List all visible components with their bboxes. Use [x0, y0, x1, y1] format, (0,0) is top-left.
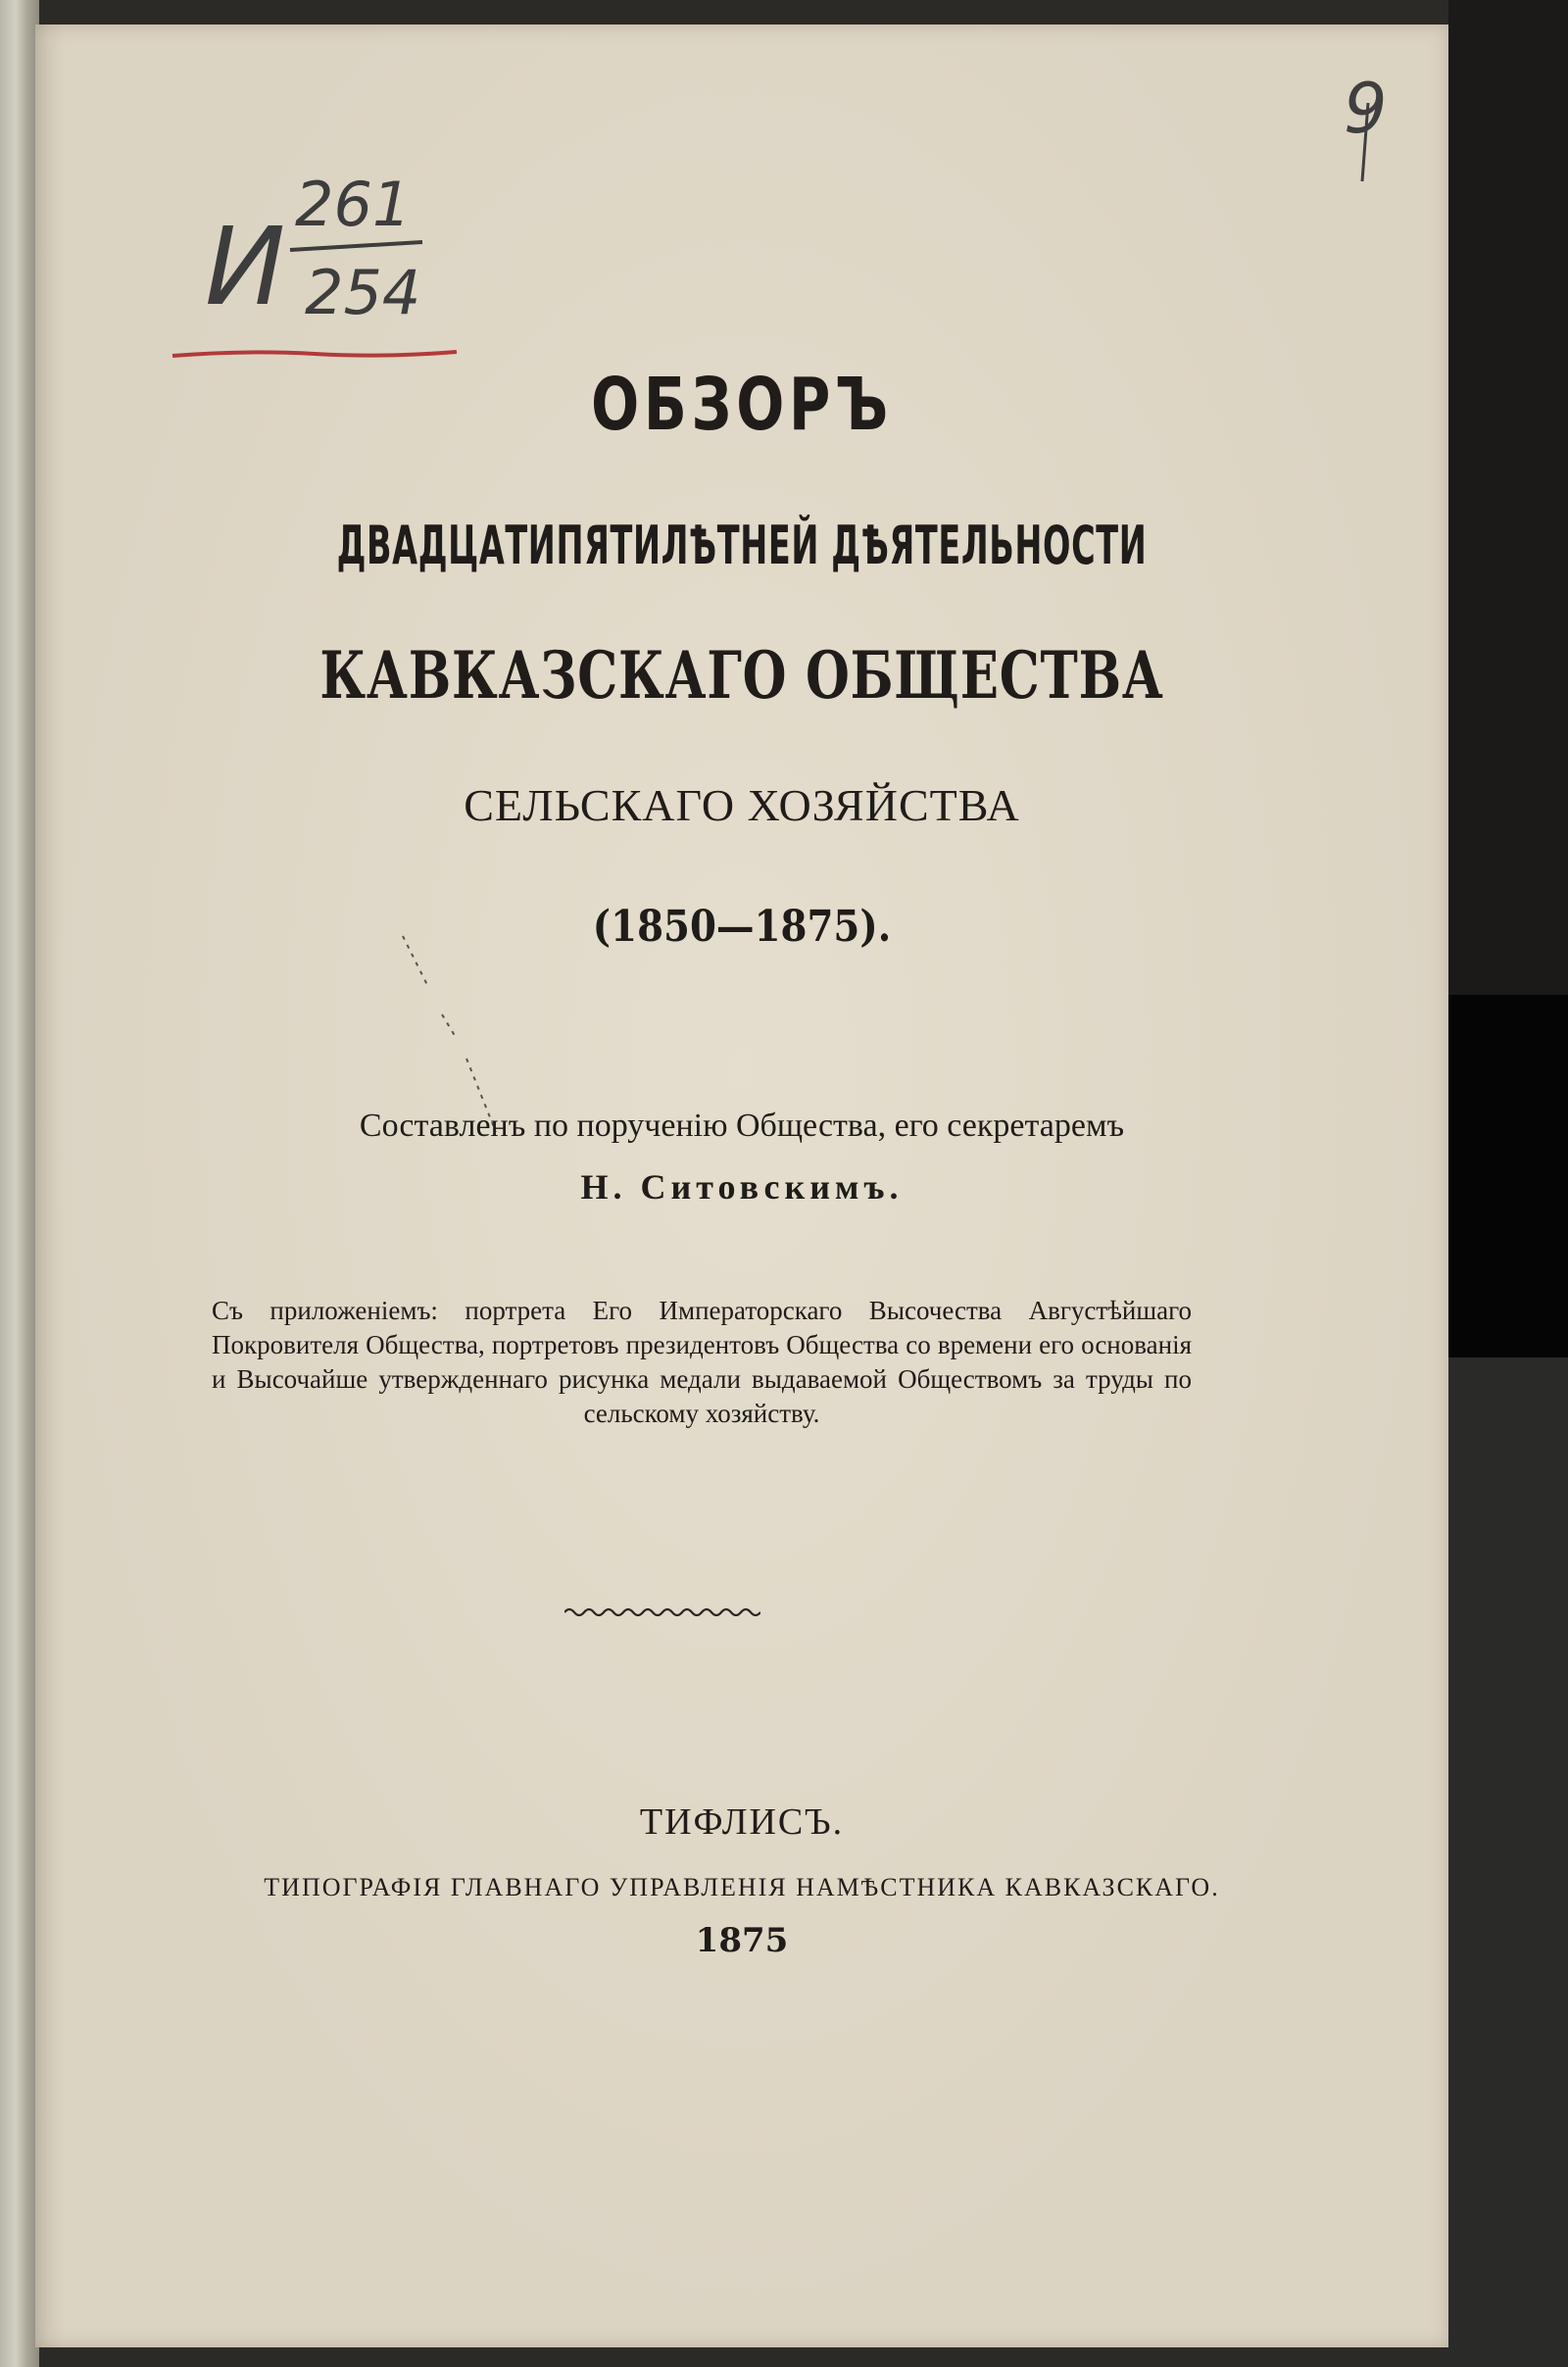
shelfmark-numerator: 261 [295, 169, 412, 240]
red-pencil-underline [172, 352, 457, 356]
title-main: ОБЗОРЪ [591, 363, 893, 447]
background-black-strip [1448, 995, 1568, 1357]
shelfmark-fraction-bar [290, 242, 422, 250]
shelfmark-denominator: 254 [305, 257, 421, 328]
wavy-ornament-divider [564, 1603, 760, 1622]
imprint-printer: ТИПОГРАФІЯ ГЛАВНАГО УПРАВЛЕНІЯ НАМѢСТНИКА КАВКАЗСКАГО. [264, 1873, 1220, 1901]
imprint-year: 1875 [695, 1921, 789, 1960]
title-years: (1850—1875). [592, 902, 892, 952]
corner-note-drawing [1339, 44, 1407, 191]
title-subtitle-line: ДВАДЦАТИПЯТИЛѢТНЕЙ ДѢЯТЕЛЬНОСТИ [336, 515, 1148, 576]
stray-mark-line [403, 936, 496, 1132]
corner-page-note [1339, 44, 1407, 191]
handwritten-shelfmark [168, 132, 462, 368]
ornament-wave [564, 1609, 760, 1615]
compiled-by-line: Составленъ по порученію Общества, его секретаремъ [359, 1108, 1125, 1144]
author-name: Н. Ситовскимъ. [580, 1167, 904, 1207]
corner-note-digit: 9 [1344, 69, 1388, 149]
background-top-strip [1448, 0, 1568, 995]
background-bottom-strip [1448, 1357, 1568, 2367]
title-society-line: КАВКАЗСКАГО ОБЩЕСТВА [319, 637, 1164, 714]
shelfmark-drawing [168, 132, 462, 368]
appendix-description: Съ приложеніемъ: портрета Его Императорскаго Высочества Августѣйшаго Покровителя Общества, портретовъ президентовъ Общества со времени его основанія и Высочайше утвержденнаго рисунка медали выдаваемой Обществомъ за труды по сельскому хозяйству. [212, 1296, 1192, 1428]
ornament-drawing [564, 1603, 760, 1622]
shelfmark-letter: И [205, 204, 286, 329]
book-spine [0, 0, 39, 2367]
imprint-city: ТИФЛИСЪ. [639, 1801, 845, 1843]
title-agriculture-line: СЕЛЬСКАГО ХОЗЯЙСТВА [464, 780, 1020, 830]
title-page [35, 25, 1448, 2347]
